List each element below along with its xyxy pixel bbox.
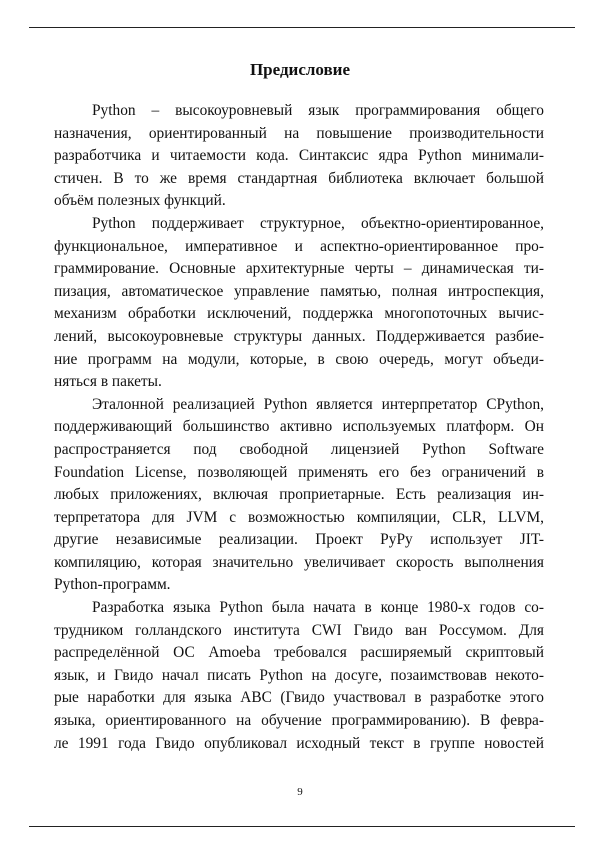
paragraph	[54, 597, 544, 755]
text-line: стичен. В то же время стандартная библиотека включает большой	[54, 169, 544, 187]
text-line: функциональное, императивное и аспектно-ориентированное про-	[54, 237, 544, 255]
text-line: граммирование. Основные архитектурные черты – динамическая ти-	[54, 260, 544, 278]
text-line: терпретатора для JVM с возможностью компиляции, CLR, LLVM,	[54, 508, 544, 526]
text-line: ние программ на модули, которые, в свою очередь, могут объеди-	[54, 350, 544, 368]
text-line: рые наработки для языка ABC (Гвидо участвовал в разработке этого	[54, 689, 544, 707]
text-line: трудником голландского института CWI Гвидо ван Россумом. Для	[54, 621, 544, 639]
text-line: распределённой ОС Amoeba требовался расширяемый скриптовый	[54, 644, 544, 662]
text-line: назначения, ориентированный на повышение производительности	[54, 124, 544, 142]
paragraph	[54, 394, 544, 597]
text-line: язык, и Гвидо начал писать Python на досуге, позаимствовав некото-	[54, 666, 544, 684]
page-title: Предисловие	[249, 60, 351, 79]
text-line: поддерживающий большинство активно используемых платформ. Он	[54, 418, 544, 436]
bottom-rule	[29, 826, 575, 827]
text-line: пизация, автоматическое управление памятью, полная интроспекция,	[54, 282, 544, 300]
text-line: Эталонной реализацией Python является интерпретатор CPython,	[92, 395, 544, 413]
text-line: языка, ориентированного на обучение программированию). В февра-	[54, 712, 544, 730]
top-rule	[29, 27, 575, 28]
text-line: механизм обработки исключений, поддержка многопоточных вычис-	[54, 305, 544, 323]
text-line: няться в пакеты.	[54, 373, 162, 391]
text-line: лений, высокоуровневые структуры данных. Поддерживается разбие-	[54, 327, 544, 345]
page-number: 9	[297, 786, 303, 798]
paragraph	[54, 213, 544, 394]
text-line: объём полезных функций.	[54, 192, 226, 210]
text-line: Python – высокоуровневый язык программирования общего	[92, 102, 544, 119]
text-line: любых приложениях, включая проприетарные. Есть реализация ин-	[54, 486, 544, 504]
body-text	[54, 100, 544, 755]
text-line: ле 1991 года Гвидо опубликовал исходный текст в группе новостей	[54, 734, 544, 752]
text-line: Python-программ.	[54, 576, 171, 594]
text-line: Разработка языка Python была начата в конце 1980-х годов со-	[92, 599, 544, 617]
text-line: другие независимые реализации. Проект PyPy использует JIT-	[54, 531, 544, 549]
text-line: Python поддерживает структурное, объектно-ориентированное,	[92, 214, 544, 232]
text-line: разработчика и читаемости кода. Синтаксис ядра Python минимали-	[54, 147, 544, 165]
text-line: распространяется под свободной лицензией Python Software	[54, 440, 544, 458]
paragraph	[54, 100, 544, 213]
text-line: компиляцию, которая значительно увеличивает скорость выполнения	[54, 553, 544, 571]
text-line: Foundation License, позволяющей применять его без ограничений в	[54, 463, 544, 481]
